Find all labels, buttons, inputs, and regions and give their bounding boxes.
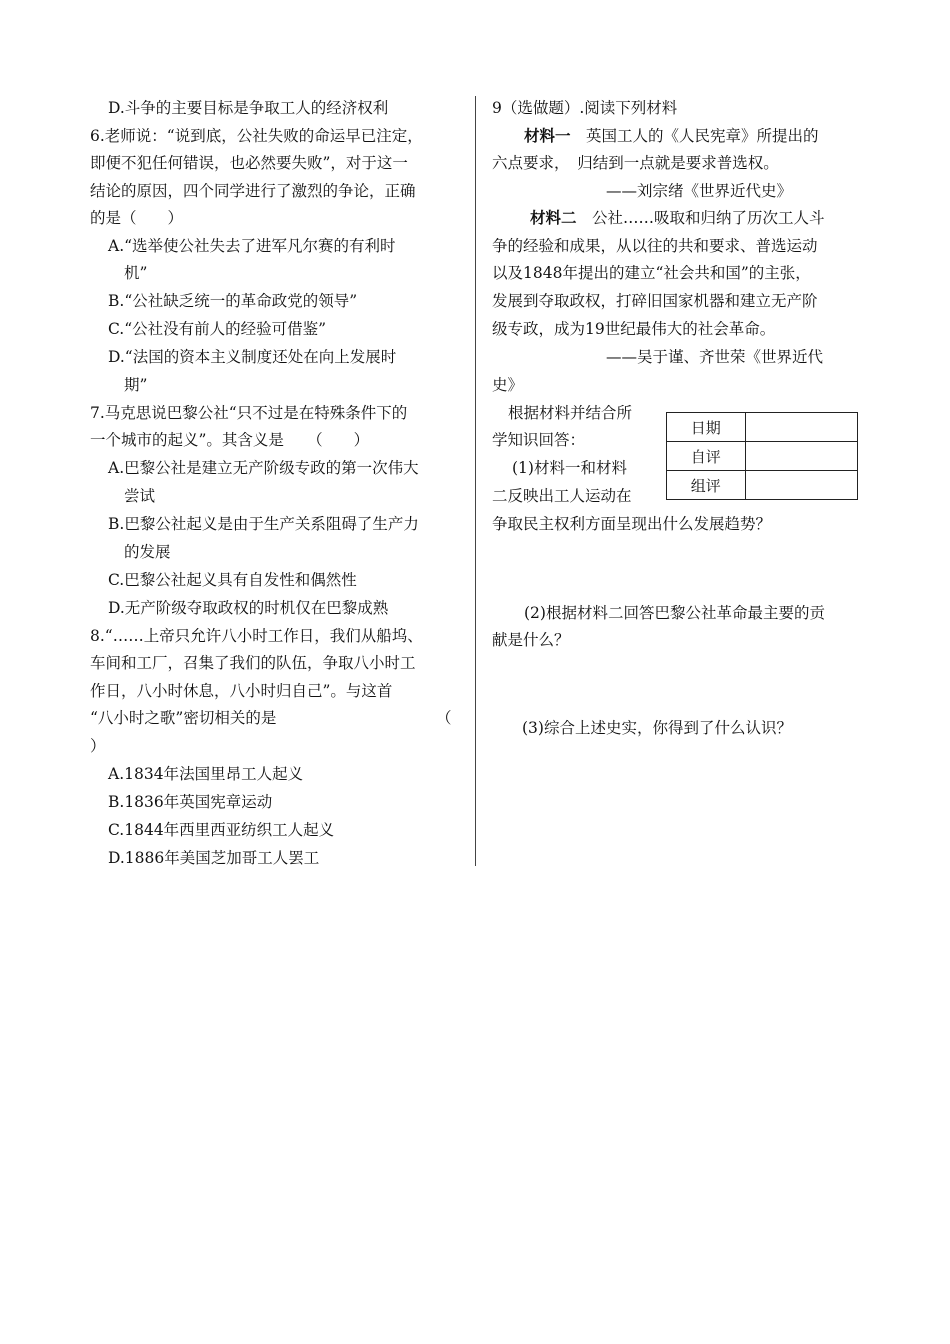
q6-stem-line-4: 的是（ ） [90, 209, 184, 227]
table-row [667, 471, 858, 500]
q6-option-d-line-1: D.“法国的资本主义制度还处在向上发展时 [108, 348, 397, 366]
q8-option-c: C.1844年西里西亚纺织工人起义 [108, 821, 335, 839]
material-2-label: 材料二 [530, 208, 577, 227]
sub-question-1-line-3: 争取民主权利方面呈现出什么发展趋势？ [492, 515, 772, 533]
material-2-line-1 [492, 208, 825, 228]
group-eval-field[interactable] [745, 471, 857, 500]
material-1-text-1: 英国工人的《人民宪章》所提出的 [570, 127, 819, 145]
q7-option-b-line-1: B.巴黎公社起义是由于生产关系阻碍了生产力 [108, 515, 419, 533]
sub-question-2-line-2: 献是什么？ [492, 631, 570, 649]
q8-answer-paren-close: ） [90, 737, 106, 755]
q8-option-b: B.1836年英国宪章运动 [108, 793, 273, 811]
self-eval-field[interactable] [745, 442, 857, 471]
material-1-line-1 [492, 126, 819, 146]
material-2-line-4: 发展到夺取政权，打碎旧国家机器和建立无产阶 [492, 292, 818, 310]
sub-question-1-line-2: 二反映出工人运动在 [492, 487, 632, 505]
table-row [667, 413, 858, 442]
q7-option-a-line-2: 尝试 [124, 487, 156, 505]
q6-stem-line-3: 结论的原因，四个同学进行了激烈的争论，正确 [90, 182, 416, 200]
instruction-line-1: 根据材料并结合所 [508, 404, 633, 422]
sub-question-2-line-1: (2)根据材料二回答巴黎公社革命最主要的贡 [524, 604, 825, 622]
q9-title: 9（选做题）.阅读下列材料 [492, 99, 678, 117]
q7-stem-line-2: 一个城市的起义”。其含义是 （ ） [90, 431, 370, 449]
material-2-source-line-1: ——吴于谨、齐世荣《世界近代 [606, 348, 824, 366]
q6-option-b: B.“公社缺乏统一的革命政党的领导” [108, 292, 358, 310]
instruction-line-2: 学知识回答： [492, 431, 586, 449]
q6-option-d-line-2: 期” [124, 376, 148, 394]
column-divider [475, 96, 476, 866]
date-label: 日期 [667, 413, 746, 442]
table-row [667, 442, 858, 471]
q8-stem-line-1: 8.“……上帝只允许八小时工作日，我们从船坞、 [90, 627, 423, 645]
date-field[interactable] [745, 413, 857, 442]
q6-stem-line-2: 即便不犯任何错误，也必然要失败”，对于这一 [90, 154, 408, 172]
sub-question-1-line-1: (1)材料一和材料 [512, 459, 627, 477]
q8-stem-line-4: “八小时之歌”密切相关的是 [90, 709, 277, 727]
sub-question-3: (3)综合上述史实，你得到了什么认识？ [522, 719, 792, 737]
material-1-label: 材料一 [524, 126, 571, 145]
q8-stem-line-2: 车间和工厂，召集了我们的队伍，争取八小时工 [90, 654, 416, 672]
self-eval-label: 自评 [667, 442, 746, 471]
q7-option-d: D.无产阶级夺取政权的时机仅在巴黎成熟 [108, 599, 389, 617]
q8-option-a: A.1834年法国里昂工人起义 [108, 765, 304, 783]
q7-option-b-line-2: 的发展 [124, 543, 171, 561]
q7-option-a-line-1: A.巴黎公社是建立无产阶级专政的第一次伟大 [108, 459, 419, 477]
material-1-source: ——刘宗绪《世界近代史》 [606, 182, 793, 200]
q8-answer-paren-open: （ [436, 709, 452, 727]
q6-option-a-line-2: 机” [124, 264, 148, 282]
q8-stem-line-3: 作日，八小时休息，八小时归自己”。与这首 [90, 682, 393, 700]
q5-option-d: D.斗争的主要目标是争取工人的经济权利 [108, 99, 389, 117]
group-eval-label: 组评 [667, 471, 746, 500]
q8-option-d: D.1886年美国芝加哥工人罢工 [108, 849, 320, 867]
q6-option-a-line-1: A.“选举使公社失去了进军凡尔赛的有利时 [108, 237, 396, 255]
material-2-line-5: 级专政，成为19世纪最伟大的社会革命。 [492, 320, 776, 338]
q7-stem-line-1: 7.马克思说巴黎公社“只不过是在特殊条件下的 [90, 404, 408, 422]
q7-option-c: C.巴黎公社起义具有自发性和偶然性 [108, 571, 357, 589]
material-2-text-1: 公社……吸取和归纳了历次工人斗 [576, 209, 825, 227]
material-1-line-2: 六点要求， 归结到一点就是要求普选权。 [492, 154, 779, 172]
q6-stem-line-1: 6.老师说：“说到底，公社失败的命运早已注定， [90, 127, 423, 145]
q6-option-c: C.“公社没有前人的经验可借鉴” [108, 320, 327, 338]
evaluation-table [666, 412, 858, 500]
material-2-line-3: 以及1848年提出的建立“社会共和国”的主张， [492, 264, 811, 282]
material-2-source-line-2: 史》 [492, 376, 524, 394]
material-2-line-2: 争的经验和成果，从以往的共和要求、普选运动 [492, 237, 818, 255]
